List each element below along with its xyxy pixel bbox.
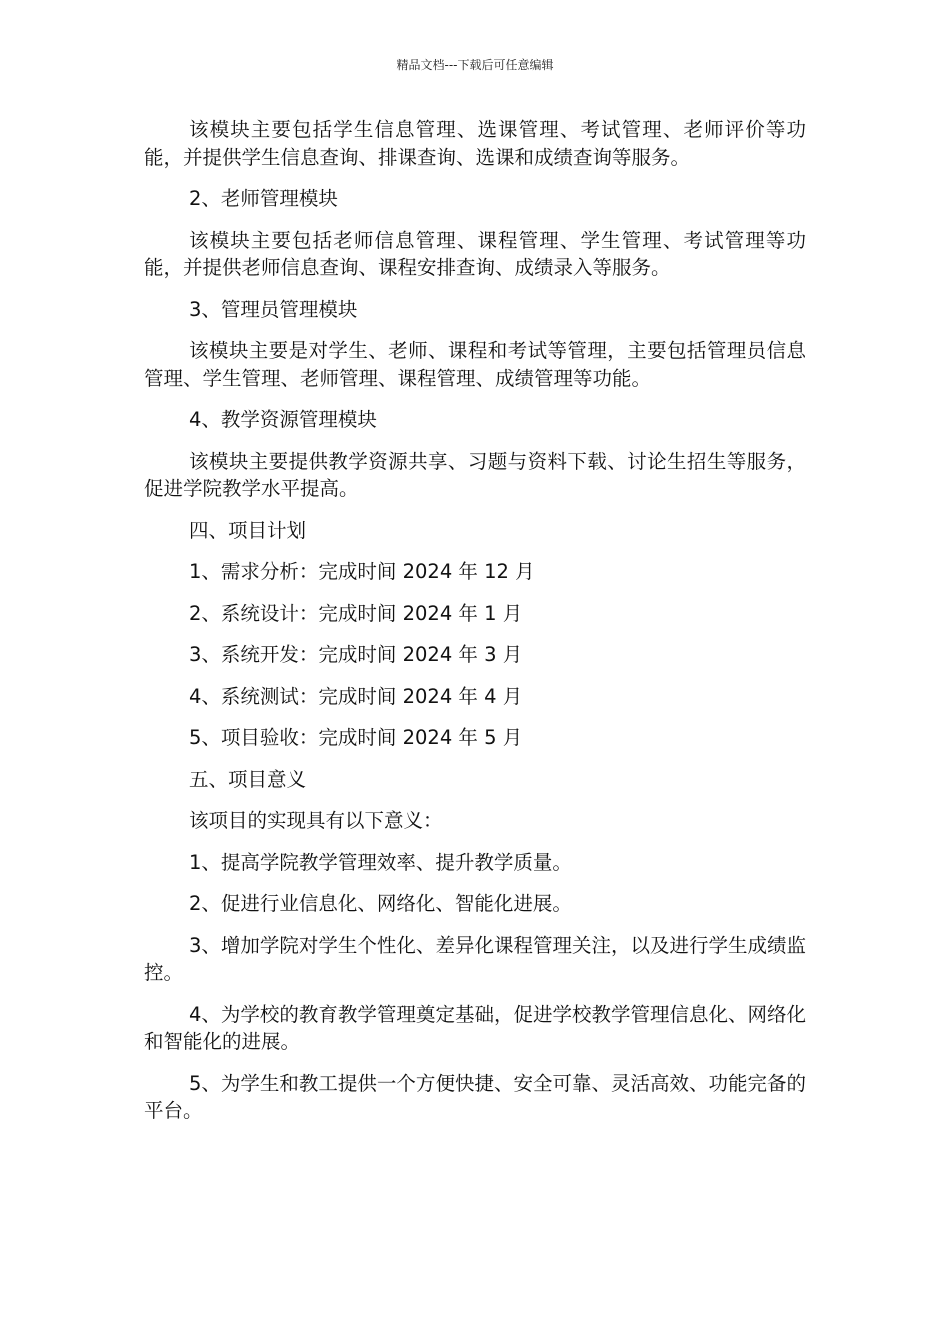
- paragraph-teacher-module-description: 该模块主要包括老师信息管理、课程管理、学生管理、考试管理等功能，并提供老师信息查询、课程安排查询、成绩录入等服务。: [144, 228, 806, 279]
- significance-item-2: 2、促进行业信息化、网络化、智能化进展。: [189, 892, 572, 915]
- significance-item-3: 3、增加学院对学生个性化、差异化课程管理关注，以及进行学生成绩监控。: [144, 933, 806, 984]
- plan-item-development: 3、系统开发：完成时间 2024 年 3 月: [189, 643, 523, 666]
- paragraph-admin-module-description: 该模块主要是对学生、老师、课程和考试等管理，主要包括管理员信息管理、学生管理、老师管理、课程管理、成绩管理等功能。: [144, 339, 806, 390]
- heading-teacher-module: 2、老师管理模块: [189, 187, 338, 210]
- page-header: 精品文档---下载后可任意编辑: [396, 58, 554, 72]
- significance-item-1: 1、提高学院教学管理效率、提升教学质量。: [189, 850, 572, 874]
- plan-item-acceptance: 5、项目验收：完成时间 2024 年 5 月: [189, 726, 523, 749]
- plan-item-design: 2、系统设计：完成时间 2024 年 1 月: [189, 601, 523, 625]
- plan-item-requirements: 1、需求分析：完成时间 2024 年 12 月: [189, 560, 535, 583]
- heading-project-significance: 五、项目意义: [189, 767, 307, 791]
- document-body: [144, 116, 806, 1125]
- heading-admin-module: 3、管理员管理模块: [189, 297, 358, 321]
- significance-intro: 该项目的实现具有以下意义：: [189, 809, 443, 832]
- heading-project-plan: 四、项目计划: [189, 518, 307, 542]
- plan-item-testing: 4、系统测试：完成时间 2024 年 4 月: [189, 684, 523, 708]
- significance-item-5: 5、为学生和教工提供一个方便快捷、安全可靠、灵活高效、功能完备的平台。: [144, 1071, 806, 1122]
- paragraph-module-1-description: 该模块主要包括学生信息管理、选课管理、考试管理、老师评价等功能，并提供学生信息查询、排课查询、选课和成绩查询等服务。: [144, 118, 806, 169]
- significance-item-4: 4、为学校的教育教学管理奠定基础，促进学校教学管理信息化、网络化和智能化的进展。: [144, 1002, 806, 1053]
- heading-resource-module: 4、教学资源管理模块: [189, 408, 377, 431]
- paragraph-resource-module-description: 该模块主要提供教学资源共享、习题与资料下载、讨论生招生等服务，促进学院教学水平提高。: [144, 449, 806, 500]
